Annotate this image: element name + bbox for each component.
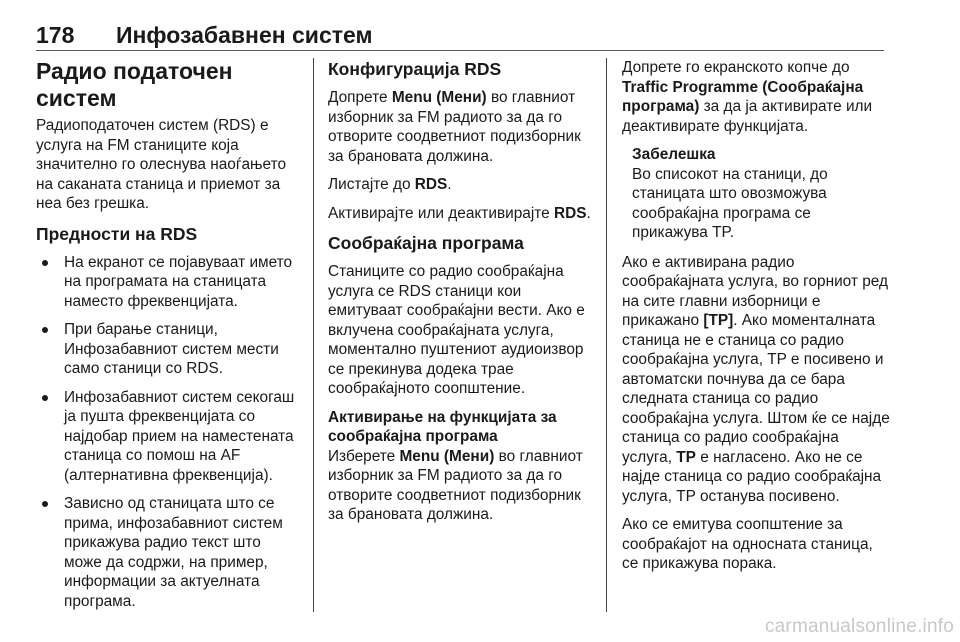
- list-item-text: Зависно од станицата што се прима, инфозабавниот систем прикажува радио текст што може да содржи, на пример, информации за актуелната програма.: [64, 495, 283, 610]
- paragraph: Станиците со радио сообраќајна услуга се RDS станици кои емитуваат сообраќајни вести. Ако е вклучена сообраќајната услуга, моментално пуштениот аудиоизвор се прекинува додека трае сообраќајното соопштение.: [328, 263, 585, 397]
- text: во главниот изборник за FM радиото за да го отворите соодветниот подизборник за брановата должина.: [328, 89, 581, 165]
- advantages-heading: Предности на RDS: [36, 223, 198, 244]
- paragraph: [328, 88, 594, 166]
- column-3: [622, 58, 890, 612]
- page-header: [36, 22, 884, 51]
- paragraph: [328, 447, 594, 525]
- watermark: carmanualsonline.info: [764, 616, 954, 637]
- text: е нагласено. Ако не се најде станица со радио сообраќајна услуга, TP останува посивено.: [622, 448, 882, 505]
- list-item: [36, 253, 298, 312]
- activate-heading: Активирање на функцијата за сообраќајна програма: [328, 408, 557, 445]
- column-2: [328, 58, 594, 612]
- text: Изберете: [328, 447, 400, 465]
- section-title: Радио податочен систем: [36, 58, 233, 111]
- rds-label: RDS: [553, 204, 587, 222]
- text: за да ја активирате или деактивирате функцијата.: [622, 98, 873, 135]
- list-item-text: Инфозабавниот систем секогаш ја пушта фреквенцијата со најдобар прием на наместената станица со помош на AF (алтернативна фреквенција).: [64, 388, 295, 484]
- menu-label: Menu (Мени): [399, 447, 495, 465]
- bullet-icon: [42, 395, 48, 401]
- column-1: [36, 58, 298, 612]
- text: Ако е активирана радио сообраќајната услуга, во горниот ред на сите главни изборници е прикажано: [622, 253, 888, 329]
- paragraph: [622, 58, 890, 136]
- paragraph: Ако се емитува соопштение за сообраќајот на односната станица, се прикажува порака.: [622, 516, 873, 572]
- paragraph: [328, 204, 594, 224]
- tp-indicator: TP: [676, 448, 696, 466]
- note-text: Во списокот на станици, до станицата што овозможува сообраќајна програма се прикажува TP.: [632, 165, 828, 241]
- text: Допрете го екранското копче до: [622, 59, 850, 76]
- paragraph: [328, 175, 594, 195]
- list-item: [36, 388, 298, 486]
- list-item: [36, 320, 298, 379]
- column-divider: [313, 58, 314, 612]
- note-box: [622, 145, 890, 243]
- text: .: [586, 204, 591, 222]
- list-item-text: На екранот се појавуваат името на програмата на станицата наместо фреквенцијата.: [64, 253, 293, 310]
- rds-label: RDS: [414, 176, 448, 193]
- traffic-programme-label: Traffic Programme (Сообраќајна програма): [622, 78, 864, 115]
- menu-label: Menu (Мени): [391, 89, 487, 106]
- bullet-icon: [42, 501, 48, 507]
- text: .: [447, 176, 452, 193]
- tp-indicator: [TP]: [703, 312, 734, 329]
- advantages-list: [36, 253, 298, 612]
- text: Листајте до: [328, 176, 415, 193]
- text: Активирајте или деактивирајте: [328, 204, 554, 222]
- list-item-text: При барање станици, Инфозабавниот систем мести само станици со RDS.: [64, 321, 279, 377]
- paragraph: [622, 253, 890, 507]
- rds-config-heading: Конфигурација RDS: [328, 59, 502, 79]
- running-head: Инфозабавнен систем: [116, 22, 373, 48]
- note-title: Забелешка: [632, 146, 716, 163]
- list-item: [36, 494, 298, 611]
- text: во главниот изборник за FM радиото за да го отворите соодветниот подизборник за брановата должина.: [328, 447, 583, 523]
- page-number: 178: [36, 22, 75, 48]
- bullet-icon: [42, 260, 48, 266]
- intro-paragraph: Радиоподаточен систем (RDS) е услуга на FM станиците која значително го олеснува наоѓањето на саканата станица и приемот за неа без грешка.: [36, 117, 287, 212]
- text: Допрете: [328, 89, 392, 106]
- column-divider: [606, 58, 607, 612]
- bullet-icon: [42, 327, 48, 333]
- text: . Ако моменталната станица не е станица со радио сообраќајна услуга, TP е посивено и автоматски почнува да се бара следната станица со радио сообраќајна услуга. Штом ќе се најде станица со радио сообраќајна услуга,: [622, 312, 890, 466]
- traffic-program-heading: Сообраќајна програма: [328, 233, 524, 253]
